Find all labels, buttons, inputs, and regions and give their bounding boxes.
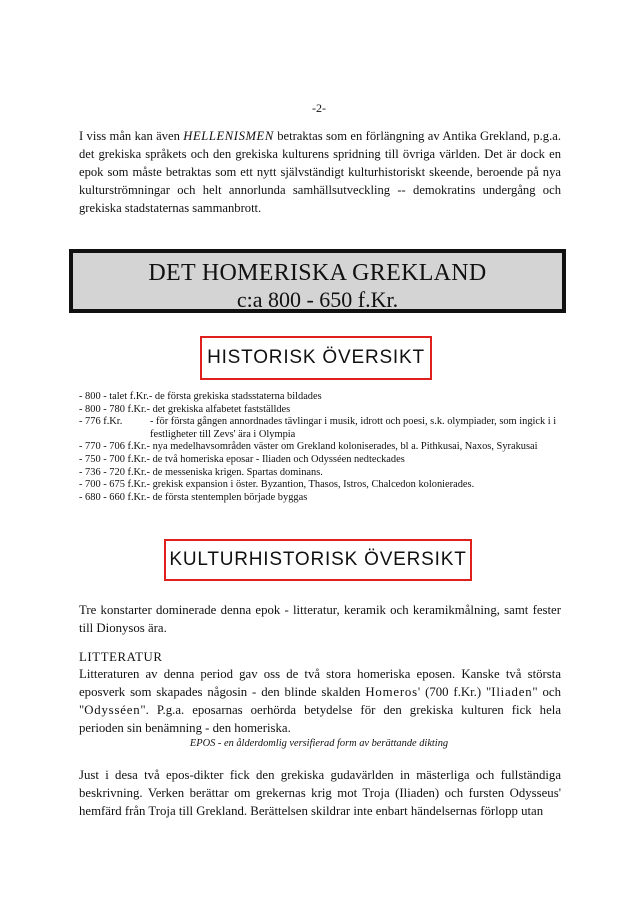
timeline-item: [79, 492, 569, 505]
intro-text-rest: betraktas som en förlängning av Antika Grekland, p.g.a. det grekiska språkets och den grekiska kulturens spridning till övriga världen. Det är dock en epok som måste betraktas som ett nytt självständigt kulturhistoriskt skeende, beroende på nya kulturströmningar och helt annorlunda samhällsutveckling -- demokratins undergång och grekiska stadstaternas sammanbrott.: [79, 129, 561, 215]
timeline-date: - 800 - 780 f.Kr.: [79, 403, 147, 415]
timeline-item: [79, 416, 569, 441]
final-paragraph: Just i desa två epos-dikter fick den grekiska gudavärlden in mästerliga och fullständiga beskrivning. Verken berättar om grekernas krig mot Troja (Iliaden) och fursten Odysseus' hemfärd från Troja till Grekland. Berättelsen skildrar inte enbart händelsernas förlopp utan: [79, 768, 561, 818]
literature-paragraph: [79, 665, 561, 737]
timeline-item: [79, 479, 569, 492]
timeline-date: - 776 f.Kr.: [79, 416, 123, 428]
timeline-text: - nya medelhavsområden väster om Grekland koloniserades, bl a. Pithkusai, Naxos, Syrakusai: [146, 441, 538, 453]
timeline-item: [79, 454, 569, 467]
iliad-title: Iliaden: [491, 685, 533, 699]
literature-text-3: " och ": [79, 685, 561, 717]
banner-title: DET HOMERISKA GREKLAND: [148, 260, 487, 286]
historical-overview-heading: HISTORISK ÖVERSIKT: [200, 336, 432, 380]
timeline-date: - 750 - 700 f.Kr.: [79, 453, 147, 465]
timeline-date: - 800 - talet f.Kr.: [79, 391, 149, 402]
timeline-text: - de första grekiska stadsstaterna bildades: [148, 391, 322, 402]
epos-definition: EPOS - en ålderdomlig versifierad form av berättande dikting: [189, 738, 449, 749]
literature-text-4: ". P.g.a. eposarnas oerhörda betydelse för den grekiska kulturen fick hela perioden sin benämning - den homeriska.: [79, 703, 561, 735]
hellenism-term: HELLENISMEN: [183, 129, 274, 143]
timeline-text: - de messeniska krigen. Spartas dominans.: [146, 466, 323, 478]
cultural-overview-heading: KULTURHISTORISK ÖVERSIKT: [164, 539, 472, 581]
literature-text-2: ' (700 f.Kr.) ": [417, 685, 492, 699]
timeline-date: - 770 - 706 f.Kr.: [79, 441, 147, 453]
timeline-text: - för första gången annordnades tävlingar i musik, idrott och poesi, s.k. olympiader, som ingick i i festligheter till Zevs' ära i Olympia: [150, 416, 557, 440]
intro-paragraph: [79, 127, 561, 217]
timeline-date: - 700 - 675 f.Kr.: [79, 479, 147, 491]
homer-name: Homeros: [365, 685, 418, 699]
literature-text-1: Litteraturen av denna period gav oss de två stora homeriska eposen. Kanske två största eposverk som skapades någosin - den blinde skalden: [79, 667, 561, 699]
odyssey-title: Odysséen: [84, 703, 141, 717]
title-banner: [69, 249, 566, 313]
timeline-date: - 736 - 720 f.Kr.: [79, 466, 147, 478]
timeline-text: - det grekiska alfabetet fastställdes: [146, 403, 291, 415]
timeline-list: [79, 391, 569, 504]
timeline-item: [79, 404, 569, 417]
overview-paragraph: [79, 601, 561, 637]
timeline-item: [79, 467, 569, 480]
timeline-date: - 680 - 660 f.Kr.: [79, 491, 147, 503]
timeline-item: [79, 391, 569, 404]
timeline-text: - de två homeriska eposar - Iliaden och Odysséen nedteckades: [146, 453, 405, 465]
page-number: -2-: [312, 101, 326, 115]
overview-text: Tre konstarter dominerade denna epok - litteratur, keramik och keramikmålning, samt fester till Dionysos ära.: [79, 603, 561, 635]
timeline-text: - grekisk expansion i öster. Byzantion, Thasos, Istros, Chalcedon kolonierades.: [146, 479, 475, 491]
intro-text-start: I viss mån kan även: [79, 129, 184, 143]
timeline-item: [79, 441, 569, 454]
timeline-text: - de första stentemplen började byggas: [146, 491, 308, 503]
literature-heading: LITTERATUR: [79, 650, 163, 664]
banner-period: c:a 800 - 650 f.Kr.: [236, 287, 399, 312]
